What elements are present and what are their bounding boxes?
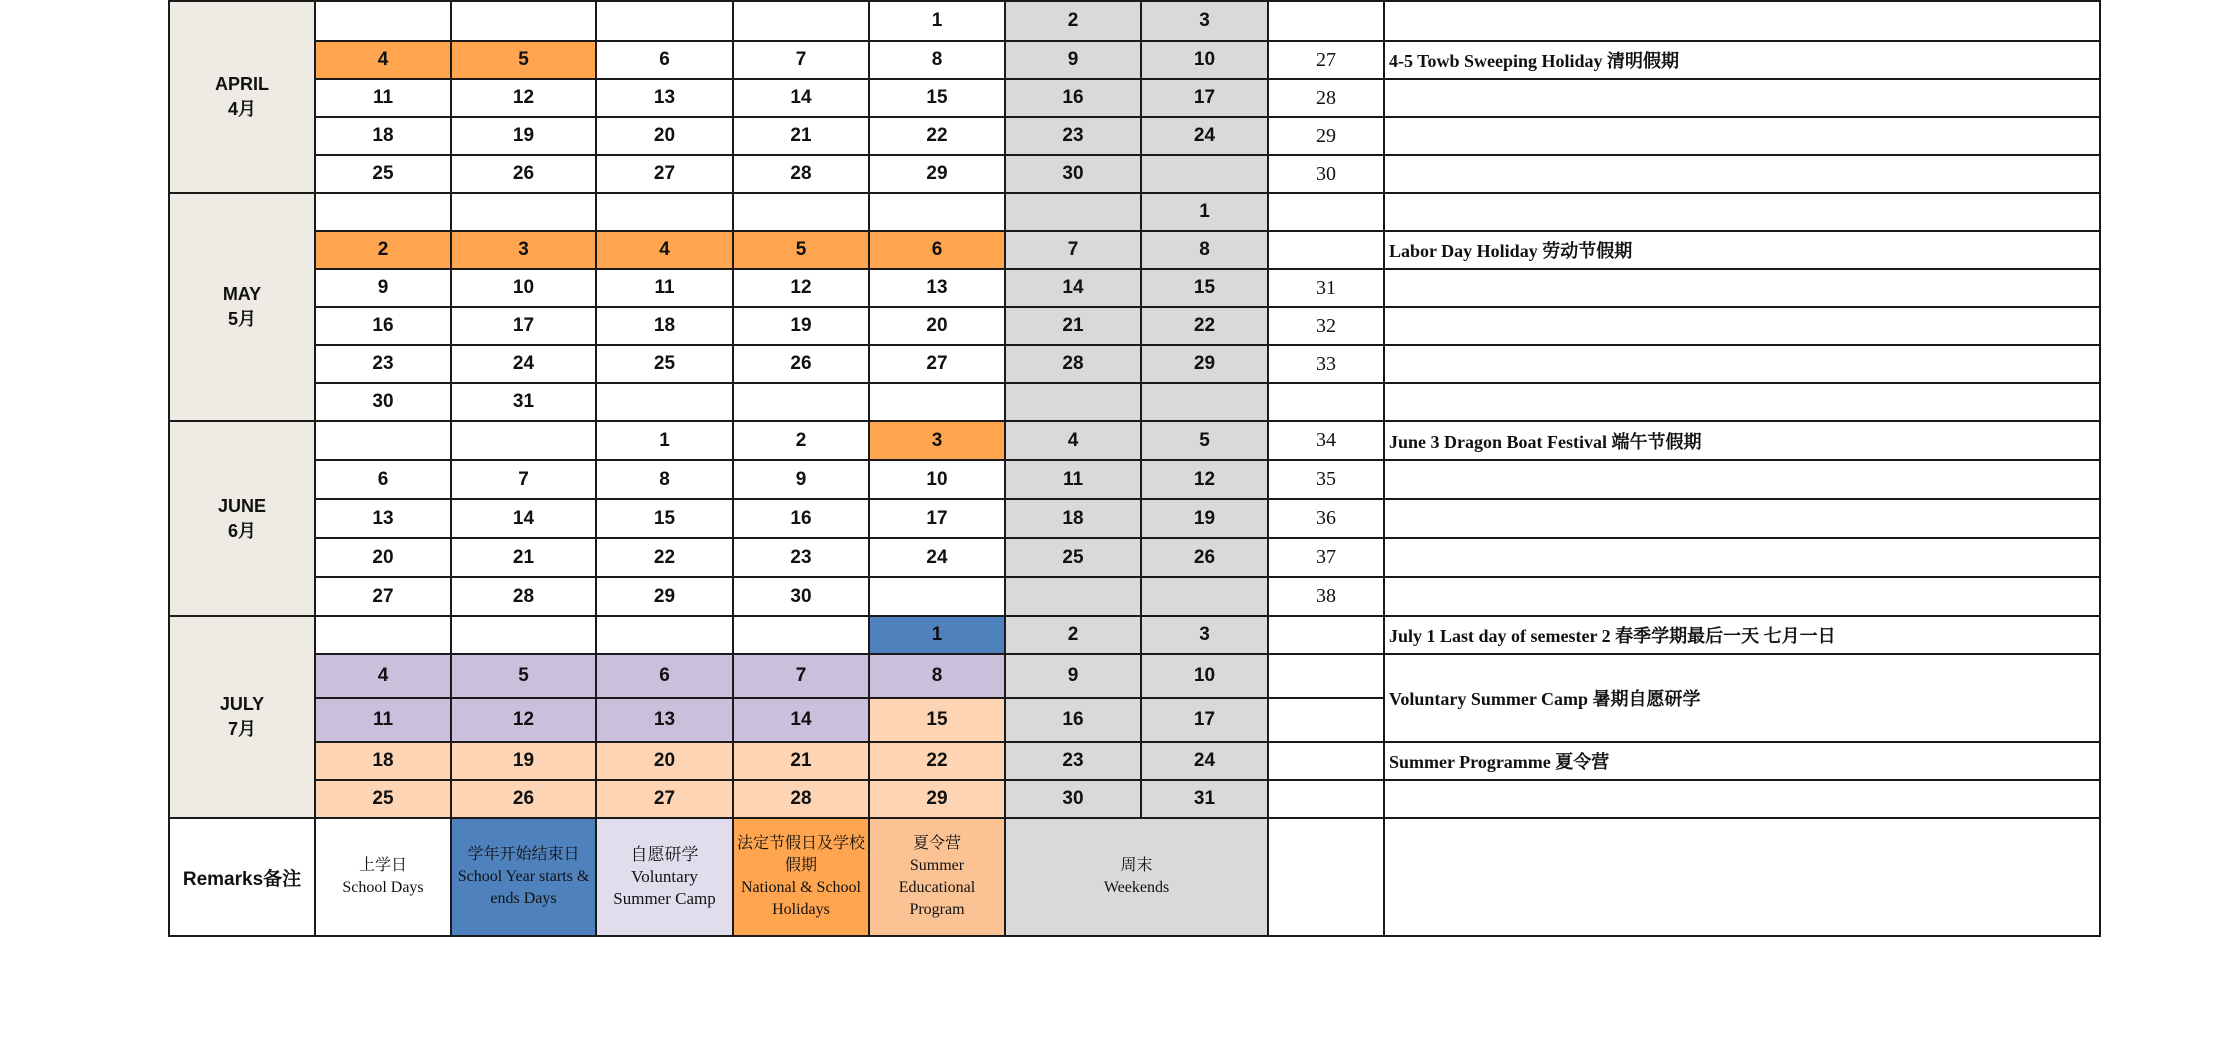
day-cell: 30 <box>315 383 451 421</box>
event-note <box>1384 1 2100 41</box>
day-cell: 25 <box>315 155 451 193</box>
week-number: 33 <box>1268 345 1384 383</box>
day-cell: 20 <box>596 117 733 155</box>
week-number: 28 <box>1268 79 1384 117</box>
day-cell: 21 <box>451 538 596 577</box>
day-cell: 7 <box>451 460 596 499</box>
week-row <box>169 155 2100 193</box>
day-cell: 30 <box>1005 155 1141 193</box>
day-cell: 17 <box>1141 79 1268 117</box>
day-cell: 4 <box>596 231 733 269</box>
legend-holiday-text: National & School Holidays <box>741 879 861 918</box>
week-number: 37 <box>1268 538 1384 577</box>
month-label <box>169 616 315 818</box>
day-cell <box>869 383 1005 421</box>
day-cell <box>869 577 1005 616</box>
event-note <box>1384 577 2100 616</box>
day-cell: 17 <box>1141 698 1268 742</box>
week-row <box>169 742 2100 780</box>
week-number: 38 <box>1268 577 1384 616</box>
day-cell: 29 <box>1141 345 1268 383</box>
month-name-cn: 5月 <box>227 309 256 329</box>
day-cell: 22 <box>596 538 733 577</box>
day-cell: 14 <box>733 698 869 742</box>
day-cell: 21 <box>1005 307 1141 345</box>
month-name-cn: 4月 <box>227 99 256 119</box>
day-cell: 21 <box>733 117 869 155</box>
remarks-title <box>169 818 315 936</box>
day-cell: 18 <box>1005 499 1141 538</box>
day-cell: 19 <box>1141 499 1268 538</box>
day-cell <box>451 193 596 231</box>
day-cell: 9 <box>1005 41 1141 79</box>
day-cell: 3 <box>1141 616 1268 654</box>
day-cell: 4 <box>315 654 451 698</box>
day-cell: 29 <box>869 155 1005 193</box>
day-cell: 22 <box>869 117 1005 155</box>
day-cell <box>315 421 451 460</box>
day-cell: 26 <box>451 780 596 818</box>
week-number <box>1268 1 1384 41</box>
day-cell: 18 <box>315 117 451 155</box>
day-cell: 8 <box>869 654 1005 698</box>
day-cell: 2 <box>315 231 451 269</box>
day-cell: 1 <box>596 421 733 460</box>
legend-year-start-end <box>451 818 596 936</box>
day-cell: 15 <box>869 79 1005 117</box>
week-number <box>1268 616 1384 654</box>
day-cell: 28 <box>1005 345 1141 383</box>
day-cell: 17 <box>869 499 1005 538</box>
legend-camp-text: Voluntary Summer Camp <box>613 867 716 908</box>
month-name-cn: 7月 <box>227 719 256 739</box>
event-note: June 3 Dragon Boat Festival 端午节假期 <box>1384 421 2100 460</box>
day-cell: 26 <box>451 155 596 193</box>
day-cell: 6 <box>315 460 451 499</box>
legend-weekends-text: Weekends <box>1103 879 1170 896</box>
week-row <box>169 79 2100 117</box>
legend-year-start-end-text: School Year starts & ends Days <box>457 868 590 907</box>
month-label <box>169 1 315 193</box>
month-name-cn: 6月 <box>227 520 256 541</box>
day-cell <box>315 193 451 231</box>
day-cell <box>733 193 869 231</box>
week-number: 27 <box>1268 41 1384 79</box>
day-cell: 13 <box>596 79 733 117</box>
day-cell: 2 <box>1005 1 1141 41</box>
week-row <box>169 193 2100 231</box>
week-number: 30 <box>1268 155 1384 193</box>
month-label <box>169 193 315 421</box>
week-number <box>1268 193 1384 231</box>
day-cell: 11 <box>596 269 733 307</box>
day-cell <box>596 193 733 231</box>
legend-school-days <box>315 818 451 936</box>
event-note <box>1384 345 2100 383</box>
day-cell: 3 <box>869 421 1005 460</box>
remarks-row <box>169 818 2100 936</box>
day-cell: 9 <box>1005 654 1141 698</box>
week-number <box>1268 231 1384 269</box>
day-cell: 23 <box>1005 117 1141 155</box>
week-row <box>169 345 2100 383</box>
day-cell: 12 <box>733 269 869 307</box>
day-cell: 23 <box>315 345 451 383</box>
day-cell: 27 <box>596 780 733 818</box>
event-note <box>1384 383 2100 421</box>
remarks-title-text: Remarks备注 <box>182 868 302 890</box>
day-cell: 6 <box>596 41 733 79</box>
week-number: 31 <box>1268 269 1384 307</box>
day-cell: 3 <box>1141 1 1268 41</box>
day-cell: 2 <box>1005 616 1141 654</box>
day-cell: 11 <box>315 79 451 117</box>
day-cell <box>451 421 596 460</box>
day-cell: 6 <box>596 654 733 698</box>
day-cell: 13 <box>315 499 451 538</box>
day-cell: 14 <box>733 79 869 117</box>
day-cell: 18 <box>596 307 733 345</box>
event-note: July 1 Last day of semester 2 春季学期最后一天 七月一日 <box>1384 616 2100 654</box>
day-cell: 14 <box>451 499 596 538</box>
month-name-en: JULY <box>219 694 265 714</box>
legend-holiday-text: 法定节假日及学校假期 <box>736 835 865 874</box>
day-cell: 12 <box>1141 460 1268 499</box>
week-number: 32 <box>1268 307 1384 345</box>
month-name-en: MAY <box>222 284 262 304</box>
event-note <box>1384 460 2100 499</box>
day-cell: 14 <box>1005 269 1141 307</box>
day-cell <box>315 1 451 41</box>
day-cell: 4 <box>315 41 451 79</box>
day-cell <box>1141 155 1268 193</box>
day-cell: 12 <box>451 698 596 742</box>
week-row <box>169 654 2100 698</box>
week-row <box>169 421 2100 460</box>
day-cell: 16 <box>315 307 451 345</box>
event-note: Voluntary Summer Camp 暑期自愿研学 <box>1384 654 2100 742</box>
day-cell: 8 <box>596 460 733 499</box>
week-row <box>169 383 2100 421</box>
week-row <box>169 780 2100 818</box>
week-row <box>169 117 2100 155</box>
day-cell: 8 <box>1141 231 1268 269</box>
month-name-en: APRIL <box>215 74 269 94</box>
day-cell: 24 <box>451 345 596 383</box>
week-row <box>169 616 2100 654</box>
day-cell: 5 <box>451 654 596 698</box>
legend-camp-text: 自愿研学 <box>630 845 699 864</box>
day-cell <box>869 193 1005 231</box>
day-cell: 19 <box>733 307 869 345</box>
day-cell <box>1005 193 1141 231</box>
week-row <box>169 307 2100 345</box>
day-cell: 15 <box>1141 269 1268 307</box>
day-cell: 4 <box>1005 421 1141 460</box>
day-cell <box>596 1 733 41</box>
day-cell: 28 <box>451 577 596 616</box>
week-number: 35 <box>1268 460 1384 499</box>
day-cell <box>1141 383 1268 421</box>
day-cell: 20 <box>315 538 451 577</box>
day-cell: 15 <box>596 499 733 538</box>
day-cell: 11 <box>1005 460 1141 499</box>
week-row <box>169 269 2100 307</box>
day-cell: 10 <box>869 460 1005 499</box>
day-cell: 9 <box>733 460 869 499</box>
day-cell <box>733 1 869 41</box>
week-number: 36 <box>1268 499 1384 538</box>
day-cell: 24 <box>869 538 1005 577</box>
day-cell: 30 <box>1005 780 1141 818</box>
day-cell: 25 <box>1005 538 1141 577</box>
day-cell: 16 <box>1005 698 1141 742</box>
day-cell <box>1141 577 1268 616</box>
day-cell: 23 <box>733 538 869 577</box>
day-cell: 5 <box>733 231 869 269</box>
day-cell: 17 <box>451 307 596 345</box>
day-cell: 2 <box>733 421 869 460</box>
empty-cell <box>1384 818 2100 936</box>
day-cell: 26 <box>1141 538 1268 577</box>
day-cell: 11 <box>315 698 451 742</box>
day-cell: 13 <box>869 269 1005 307</box>
week-number <box>1268 742 1384 780</box>
week-number <box>1268 780 1384 818</box>
day-cell: 31 <box>1141 780 1268 818</box>
day-cell: 1 <box>869 1 1005 41</box>
month-label <box>169 421 315 616</box>
day-cell: 16 <box>1005 79 1141 117</box>
week-number <box>1268 698 1384 742</box>
day-cell: 5 <box>451 41 596 79</box>
event-note <box>1384 193 2100 231</box>
legend-year-start-end-text: 学年开始结束日 <box>467 846 580 863</box>
day-cell: 20 <box>596 742 733 780</box>
event-note <box>1384 79 2100 117</box>
day-cell: 16 <box>733 499 869 538</box>
week-row <box>169 499 2100 538</box>
day-cell: 6 <box>869 231 1005 269</box>
day-cell: 24 <box>1141 117 1268 155</box>
event-note <box>1384 117 2100 155</box>
day-cell: 24 <box>1141 742 1268 780</box>
week-row <box>169 538 2100 577</box>
legend-summer <box>869 818 1005 936</box>
legend-summer-text: 夏令营 <box>912 835 961 852</box>
week-number: 34 <box>1268 421 1384 460</box>
day-cell <box>733 616 869 654</box>
day-cell: 7 <box>1005 231 1141 269</box>
day-cell: 7 <box>733 654 869 698</box>
legend-weekends-text: 周末 <box>1120 857 1153 874</box>
day-cell <box>451 1 596 41</box>
week-number: 29 <box>1268 117 1384 155</box>
day-cell: 1 <box>1141 193 1268 231</box>
day-cell: 26 <box>733 345 869 383</box>
week-row <box>169 41 2100 79</box>
event-note <box>1384 780 2100 818</box>
day-cell <box>1005 383 1141 421</box>
day-cell <box>1005 577 1141 616</box>
empty-cell <box>1268 818 1384 936</box>
day-cell: 27 <box>596 155 733 193</box>
day-cell: 12 <box>451 79 596 117</box>
day-cell: 15 <box>869 698 1005 742</box>
day-cell: 1 <box>869 616 1005 654</box>
day-cell: 7 <box>733 41 869 79</box>
week-row <box>169 231 2100 269</box>
day-cell: 27 <box>315 577 451 616</box>
day-cell: 19 <box>451 742 596 780</box>
calendar-table <box>168 0 2101 937</box>
day-cell: 19 <box>451 117 596 155</box>
week-number <box>1268 383 1384 421</box>
day-cell: 5 <box>1141 421 1268 460</box>
day-cell: 3 <box>451 231 596 269</box>
day-cell: 20 <box>869 307 1005 345</box>
day-cell: 18 <box>315 742 451 780</box>
day-cell: 13 <box>596 698 733 742</box>
event-note: 4-5 Towb Sweeping Holiday 清明假期 <box>1384 41 2100 79</box>
day-cell: 8 <box>869 41 1005 79</box>
day-cell <box>596 383 733 421</box>
day-cell: 10 <box>451 269 596 307</box>
event-note: Summer Programme 夏令营 <box>1384 742 2100 780</box>
day-cell: 21 <box>733 742 869 780</box>
legend-weekends <box>1005 818 1268 936</box>
day-cell <box>315 616 451 654</box>
day-cell: 23 <box>1005 742 1141 780</box>
event-note <box>1384 538 2100 577</box>
day-cell: 29 <box>596 577 733 616</box>
event-note <box>1384 499 2100 538</box>
week-number <box>1268 654 1384 698</box>
legend-holiday <box>733 818 869 936</box>
day-cell: 10 <box>1141 41 1268 79</box>
day-cell <box>733 383 869 421</box>
day-cell: 25 <box>596 345 733 383</box>
day-cell <box>596 616 733 654</box>
month-name-en: JUNE <box>217 495 266 516</box>
event-note <box>1384 155 2100 193</box>
day-cell: 28 <box>733 155 869 193</box>
legend-school-days-text: School Days <box>342 879 424 896</box>
day-cell: 28 <box>733 780 869 818</box>
legend-school-days-text: 上学日 <box>358 857 407 874</box>
day-cell: 30 <box>733 577 869 616</box>
event-note <box>1384 307 2100 345</box>
day-cell: 10 <box>1141 654 1268 698</box>
day-cell: 25 <box>315 780 451 818</box>
day-cell: 9 <box>315 269 451 307</box>
event-note: Labor Day Holiday 劳动节假期 <box>1384 231 2100 269</box>
week-row <box>169 577 2100 616</box>
day-cell: 22 <box>869 742 1005 780</box>
legend-camp <box>596 818 733 936</box>
day-cell: 29 <box>869 780 1005 818</box>
week-row <box>169 1 2100 41</box>
day-cell: 27 <box>869 345 1005 383</box>
event-note <box>1384 269 2100 307</box>
legend-summer-text: Summer Educational Program <box>898 857 976 918</box>
day-cell <box>451 616 596 654</box>
day-cell: 31 <box>451 383 596 421</box>
day-cell: 22 <box>1141 307 1268 345</box>
week-row <box>169 460 2100 499</box>
